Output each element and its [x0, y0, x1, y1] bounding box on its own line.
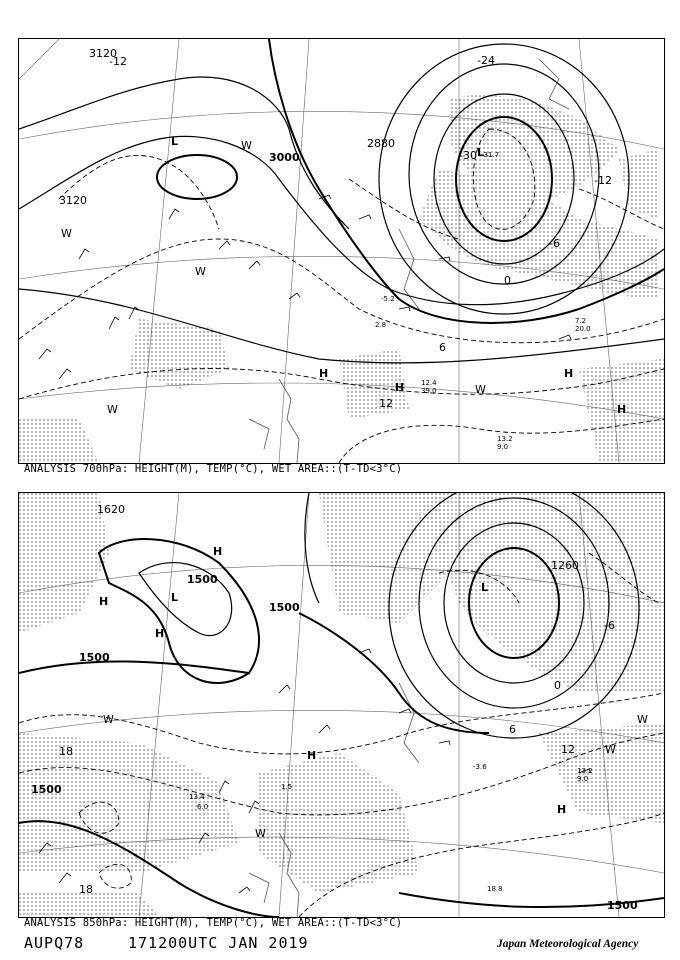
height-label: 3120	[59, 194, 87, 207]
panel-caption-700: ANALYSIS 700hPa: HEIGHT(M), TEMP(°C), WET AREA::(T-TD<3°C)	[24, 463, 403, 475]
low-pressure-center: L	[481, 581, 489, 594]
station-value: 9.0	[497, 443, 509, 451]
station-value: 2.8	[375, 321, 387, 329]
station-value: 12.4	[421, 379, 437, 387]
station-value: 13.2	[497, 435, 513, 443]
station-value: 9.0	[577, 775, 589, 783]
temp-label: -30	[459, 149, 477, 162]
wet-mark: W	[475, 383, 486, 396]
high-pressure-center: H	[557, 803, 567, 816]
high-pressure-center: H	[319, 367, 329, 380]
height-contours-700	[19, 39, 664, 363]
high-pressure-center: H	[564, 367, 574, 380]
wet-mark: W	[255, 827, 266, 840]
temp-label: 12	[379, 397, 393, 410]
map-panel-850hpa	[18, 492, 665, 918]
station-value: 20.0	[575, 325, 591, 333]
panel-caption-850: ANALYSIS 850hPa: HEIGHT(M), TEMP(°C), WET AREA::(T-TD<3°C)	[24, 917, 403, 929]
wet-mark: W	[61, 227, 72, 240]
temp-label: 12	[561, 743, 575, 756]
height-label: 2880	[367, 137, 395, 150]
temp-label: 18	[59, 745, 73, 758]
temp-label: 0	[504, 274, 511, 287]
wet-mark: W	[195, 265, 206, 278]
high-pressure-center: H	[617, 403, 627, 416]
station-value: 13.2	[577, 767, 593, 775]
station-value: 18.8	[487, 885, 503, 893]
agency-credit: Japan Meteorological Agency	[497, 938, 639, 950]
height-labels-700	[59, 47, 395, 207]
height-label: 3120	[89, 47, 117, 60]
low-pressure-center: L	[171, 591, 179, 604]
high-pressure-center: H	[307, 749, 317, 762]
weather-map-850hpa	[19, 493, 664, 917]
station-value: -31.7	[481, 151, 500, 159]
low-pressure-center: L	[171, 135, 179, 148]
high-pressure-center: H	[99, 595, 109, 608]
map-panel-700hpa	[18, 38, 665, 464]
wet-mark: W	[637, 713, 648, 726]
high-pressure-center: H	[155, 627, 165, 640]
temp-label: 6	[509, 723, 516, 736]
wet-marks-700	[61, 139, 486, 416]
height-label: 1500	[607, 899, 638, 912]
station-value: -3.6	[473, 763, 487, 771]
station-value: 7.2	[575, 317, 587, 325]
height-label: 1500	[269, 601, 300, 614]
temp-label: -12	[109, 55, 127, 68]
wet-mark: W	[241, 139, 252, 152]
wet-mark: W	[605, 743, 616, 756]
weather-map-700hpa	[19, 39, 664, 463]
height-label: 1500	[187, 573, 218, 586]
station-value: 1.5	[281, 783, 293, 791]
station-value: 6.0	[197, 803, 209, 811]
low-pressure-center: L	[477, 146, 485, 159]
high-pressure-center: H	[213, 545, 223, 558]
station-value: -5.2	[381, 295, 395, 303]
valid-time: 171200UTC JAN 2019	[128, 934, 309, 952]
high-pressure-center: H	[395, 381, 405, 394]
temp-label: 0	[554, 679, 561, 692]
temp-label: -24	[477, 54, 495, 67]
station-value: 13.4	[189, 793, 205, 801]
wet-area-850	[19, 493, 664, 917]
height-label: 1620	[97, 503, 125, 516]
temp-label: -6	[604, 619, 615, 632]
temp-label: 6	[439, 341, 446, 354]
temp-label: -6	[549, 237, 560, 250]
wet-mark: W	[103, 713, 114, 726]
height-label: 1260	[551, 559, 579, 572]
temp-label: -12	[594, 174, 612, 187]
height-label: 3000	[269, 151, 300, 164]
product-code: AUPQ78	[24, 934, 85, 952]
temp-label: 18	[79, 883, 93, 896]
station-value: 39.0	[421, 387, 437, 395]
wet-mark: W	[107, 403, 118, 416]
height-label: 1500	[31, 783, 62, 796]
height-label: 1500	[79, 651, 110, 664]
